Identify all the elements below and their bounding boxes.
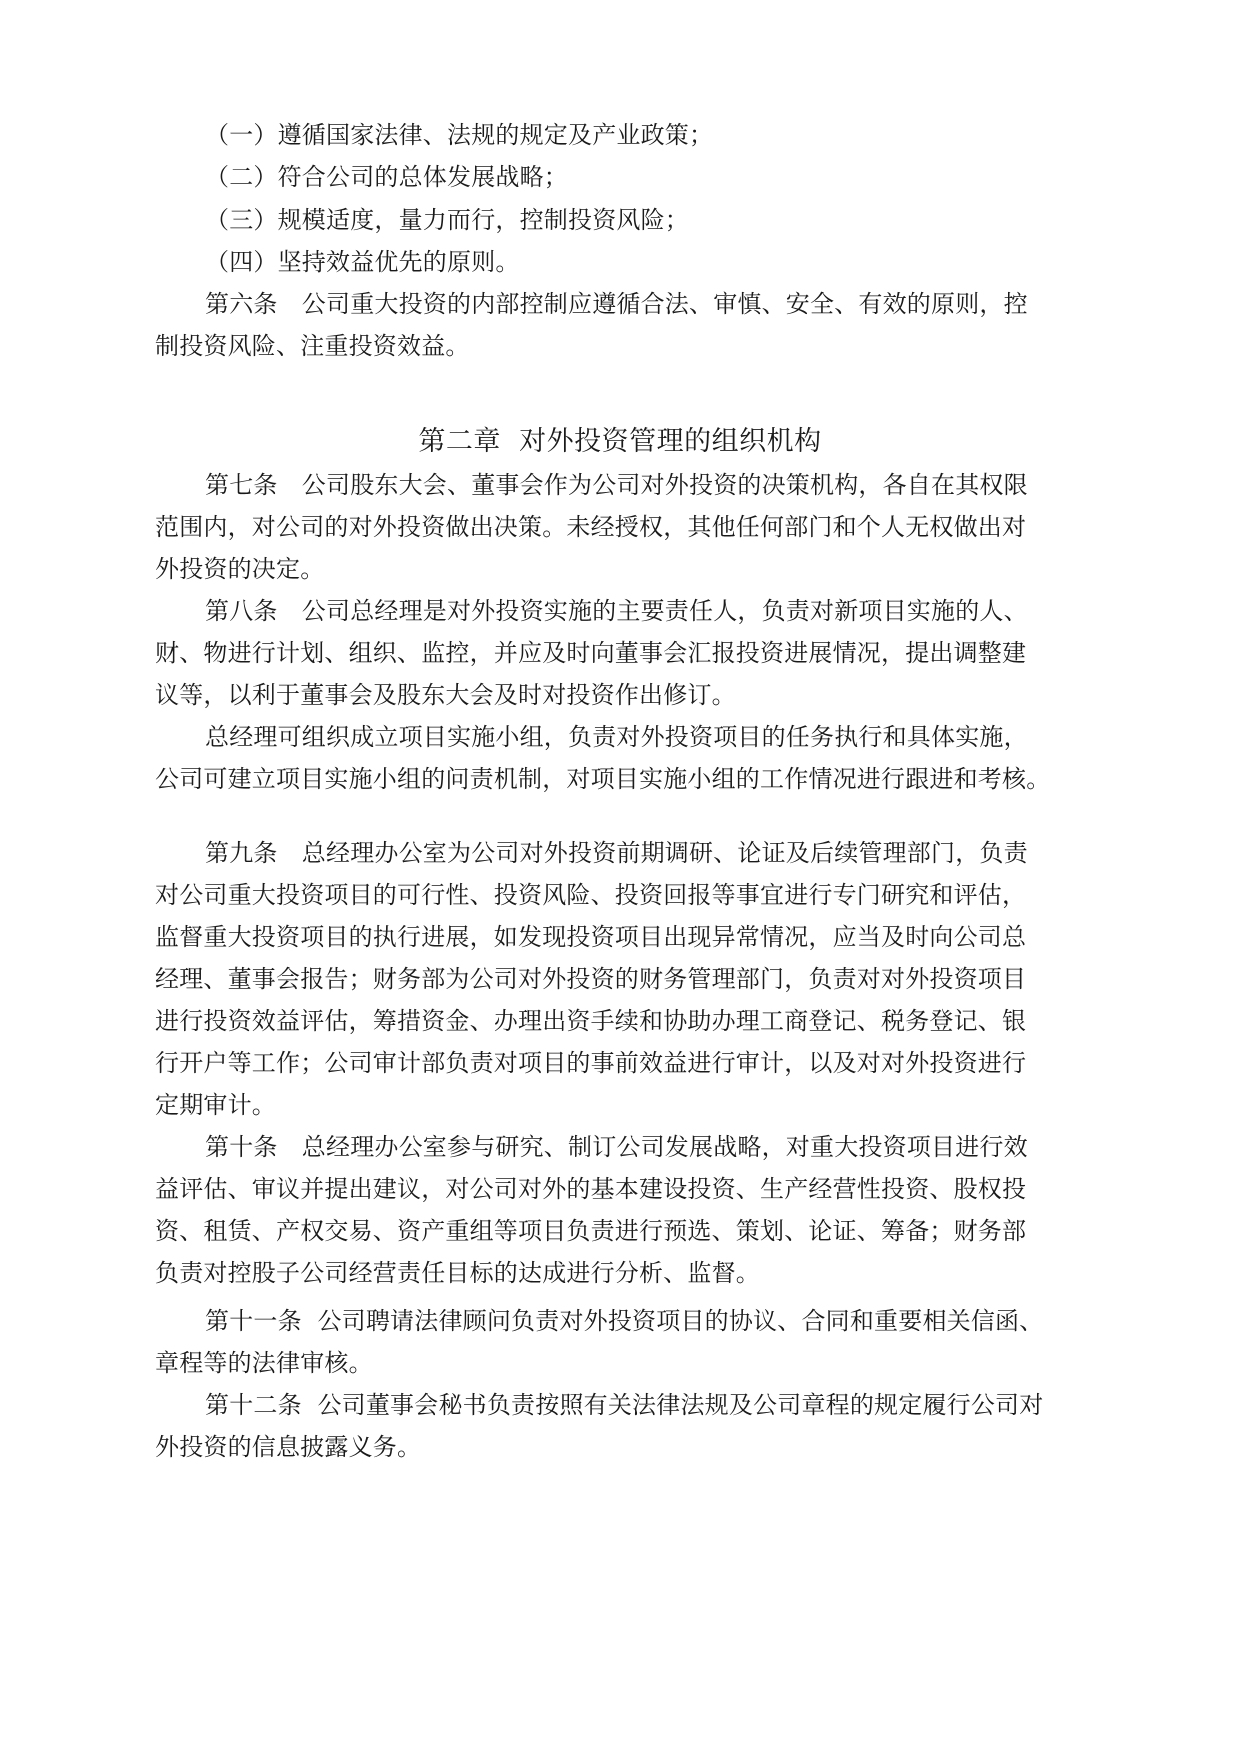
list-item: （三）规模适度，量力而行，控制投资风险； <box>205 206 689 234</box>
article-9-line: 对公司重大投资项目的可行性、投资风险、投资回报等事宜进行专门研究和评估， <box>155 881 1027 909</box>
article-9-line: 第九条 总经理办公室为公司对外投资前期调研、论证及后续管理部门，负责 <box>205 839 1028 867</box>
article-7-line: 外投资的决定。 <box>155 555 325 583</box>
article-10-line: 资、租赁、产权交易、资产重组等项目负责进行预选、策划、论证、筹备；财务部 <box>155 1217 1027 1245</box>
article-7-line: 第七条 公司股东大会、董事会作为公司对外投资的决策机构，各自在其权限 <box>205 471 1028 499</box>
article-12-line: 第十二条 公司董事会秘书负责按照有关法律法规及公司章程的规定履行公司对 <box>205 1391 1044 1419</box>
article-9-line: 行开户等工作；公司审计部负责对项目的事前效益进行审计，以及对对外投资进行 <box>155 1049 1027 1077</box>
article-9-line: 定期审计。 <box>155 1091 276 1119</box>
article-6-line: 第六条 公司重大投资的内部控制应遵循合法、审慎、安全、有效的原则，控 <box>205 290 1028 318</box>
article-8-line: 第八条 公司总经理是对外投资实施的主要责任人，负责对新项目实施的人、 <box>205 597 1028 625</box>
article-9-line: 监督重大投资项目的执行进展，如发现投资项目出现异常情况，应当及时向公司总 <box>155 923 1027 951</box>
article-9-line: 经理、董事会报告；财务部为公司对外投资的财务管理部门，负责对对外投资项目 <box>155 965 1027 993</box>
article-11-line: 第十一条 公司聘请法律顾问负责对外投资项目的协议、合同和重要相关信函、 <box>205 1307 1044 1335</box>
list-item: （二）符合公司的总体发展战略； <box>205 163 568 191</box>
article-6-line: 制投资风险、注重投资效益。 <box>155 332 470 360</box>
article-7-line: 范围内，对公司的对外投资做出决策。未经授权，其他任何部门和个人无权做出对 <box>155 513 1027 541</box>
article-8-para2-line: 总经理可组织成立项目实施小组，负责对外投资项目的任务执行和具体实施， <box>205 723 1028 751</box>
article-12-line: 外投资的信息披露义务。 <box>155 1433 422 1461</box>
article-8-line: 财、物进行计划、组织、监控，并应及时向董事会汇报投资进展情况，提出调整建 <box>155 639 1027 667</box>
chapter-heading: 第二章 对外投资管理的组织机构 <box>418 426 822 457</box>
list-item: （四）坚持效益优先的原则。 <box>205 248 520 276</box>
list-item: （一）遵循国家法律、法规的规定及产业政策； <box>205 121 714 149</box>
article-10-line: 负责对控股子公司经营责任目标的达成进行分析、监督。 <box>155 1259 760 1287</box>
article-9-line: 进行投资效益评估，筹措资金、办理出资手续和协助办理工商登记、税务登记、银 <box>155 1007 1027 1035</box>
article-11-line: 章程等的法律审核。 <box>155 1349 373 1377</box>
article-8-para2-line: 公司可建立项目实施小组的问责机制，对项目实施小组的工作情况进行跟进和考核。 <box>155 765 1051 793</box>
article-10-line: 益评估、审议并提出建议，对公司对外的基本建设投资、生产经营性投资、股权投 <box>155 1175 1027 1203</box>
article-10-line: 第十条 总经理办公室参与研究、制订公司发展战略，对重大投资项目进行效 <box>205 1133 1028 1161</box>
article-8-line: 议等，以利于董事会及股东大会及时对投资作出修订。 <box>155 681 736 709</box>
